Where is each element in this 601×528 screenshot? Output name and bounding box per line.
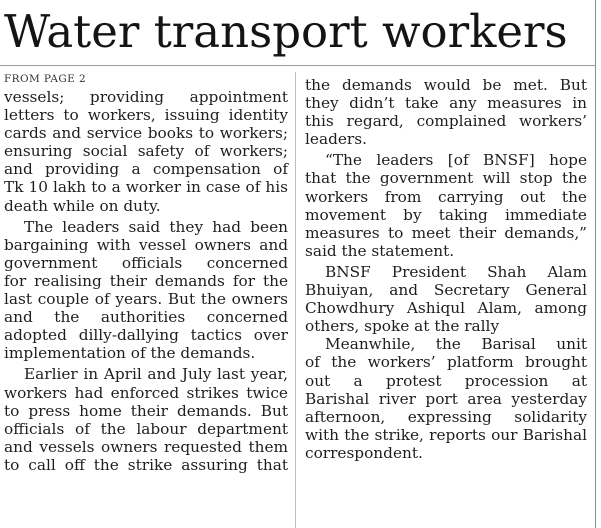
text-line: ensuring social safety of workers; [4,142,288,161]
text-line: correspondent. [305,443,423,462]
text-line: letters to workers, issuing identity [4,106,288,125]
text-line: this regard, complained workers’ [305,112,587,131]
article-headline: Water transport workers [4,5,568,58]
text-line: adopted dilly-dallying tactics over [4,326,288,345]
text-line: and vessels owners requested them [4,437,288,456]
article-column-1 [4,72,288,474]
paragraph [305,76,587,148]
text-line: they didn’t take any measures in [305,94,587,113]
paragraph [4,365,288,474]
text-line: “The leaders [of BNSF] hope [325,151,587,170]
column-divider [295,72,296,528]
paragraph [305,151,587,260]
headline-rule [0,65,595,66]
text-line: that the government will stop the [305,169,587,188]
text-line: death while on duty. [4,196,161,215]
text-line: afternoon, expressing solidarity [305,407,587,426]
text-line: Bhuiyan, and Secretary General [305,281,587,300]
text-line: workers had enforced strikes twice [4,383,288,402]
text-line: others, spoke at the rally [305,317,500,336]
text-line: BNSF President Shah Alam [325,262,587,281]
text-line: Tk 10 lakh to a worker in case of his [4,178,288,197]
text-line: the demands would be met. But [305,76,587,94]
text-line: said the statement. [305,241,455,260]
text-line: for realising their demands for the [4,271,288,290]
page-edge-line [595,0,596,528]
text-line: of the workers’ platform brought [305,353,587,372]
text-line: workers from carrying out the [305,187,587,206]
text-line: vessels; providing appointment [4,88,288,106]
paragraph [4,88,288,215]
text-line: and providing a compensation of [4,160,288,179]
text-line: last couple of years. But the owners [4,290,288,309]
paragraph [305,335,587,462]
text-line: Earlier in April and July last year, [24,365,288,384]
text-line: and the authorities concerned [4,308,288,327]
text-line: with the strike, reports our Barishal [305,425,587,444]
text-line: government officials concerned [4,253,288,272]
text-line: movement by taking immediate [305,205,587,224]
text-line: measures to meet their demands,” [305,223,587,242]
text-line: to press home their demands. But [4,401,288,420]
text-line: bargaining with vessel owners and [4,235,288,254]
text-line: Chowdhury Ashiqul Alam, among [305,299,587,318]
text-line: cards and service books to workers; [4,124,288,143]
continuation-kicker: FROM PAGE 2 [4,73,87,85]
article-column-2 [305,76,587,462]
text-line: Barishal river port area yesterday [305,389,587,408]
text-line: leaders. [305,130,367,149]
text-line: implementation of the demands. [4,344,256,363]
paragraph [4,218,288,363]
paragraph [305,263,587,335]
text-line: to call off the strike assuring that [4,455,288,474]
text-line: The leaders said they had been [24,217,288,236]
text-line: Meanwhile, the Barisal unit [325,335,587,354]
text-line: officials of the labour department [4,419,288,438]
text-line: out a protest procession at [305,371,587,390]
